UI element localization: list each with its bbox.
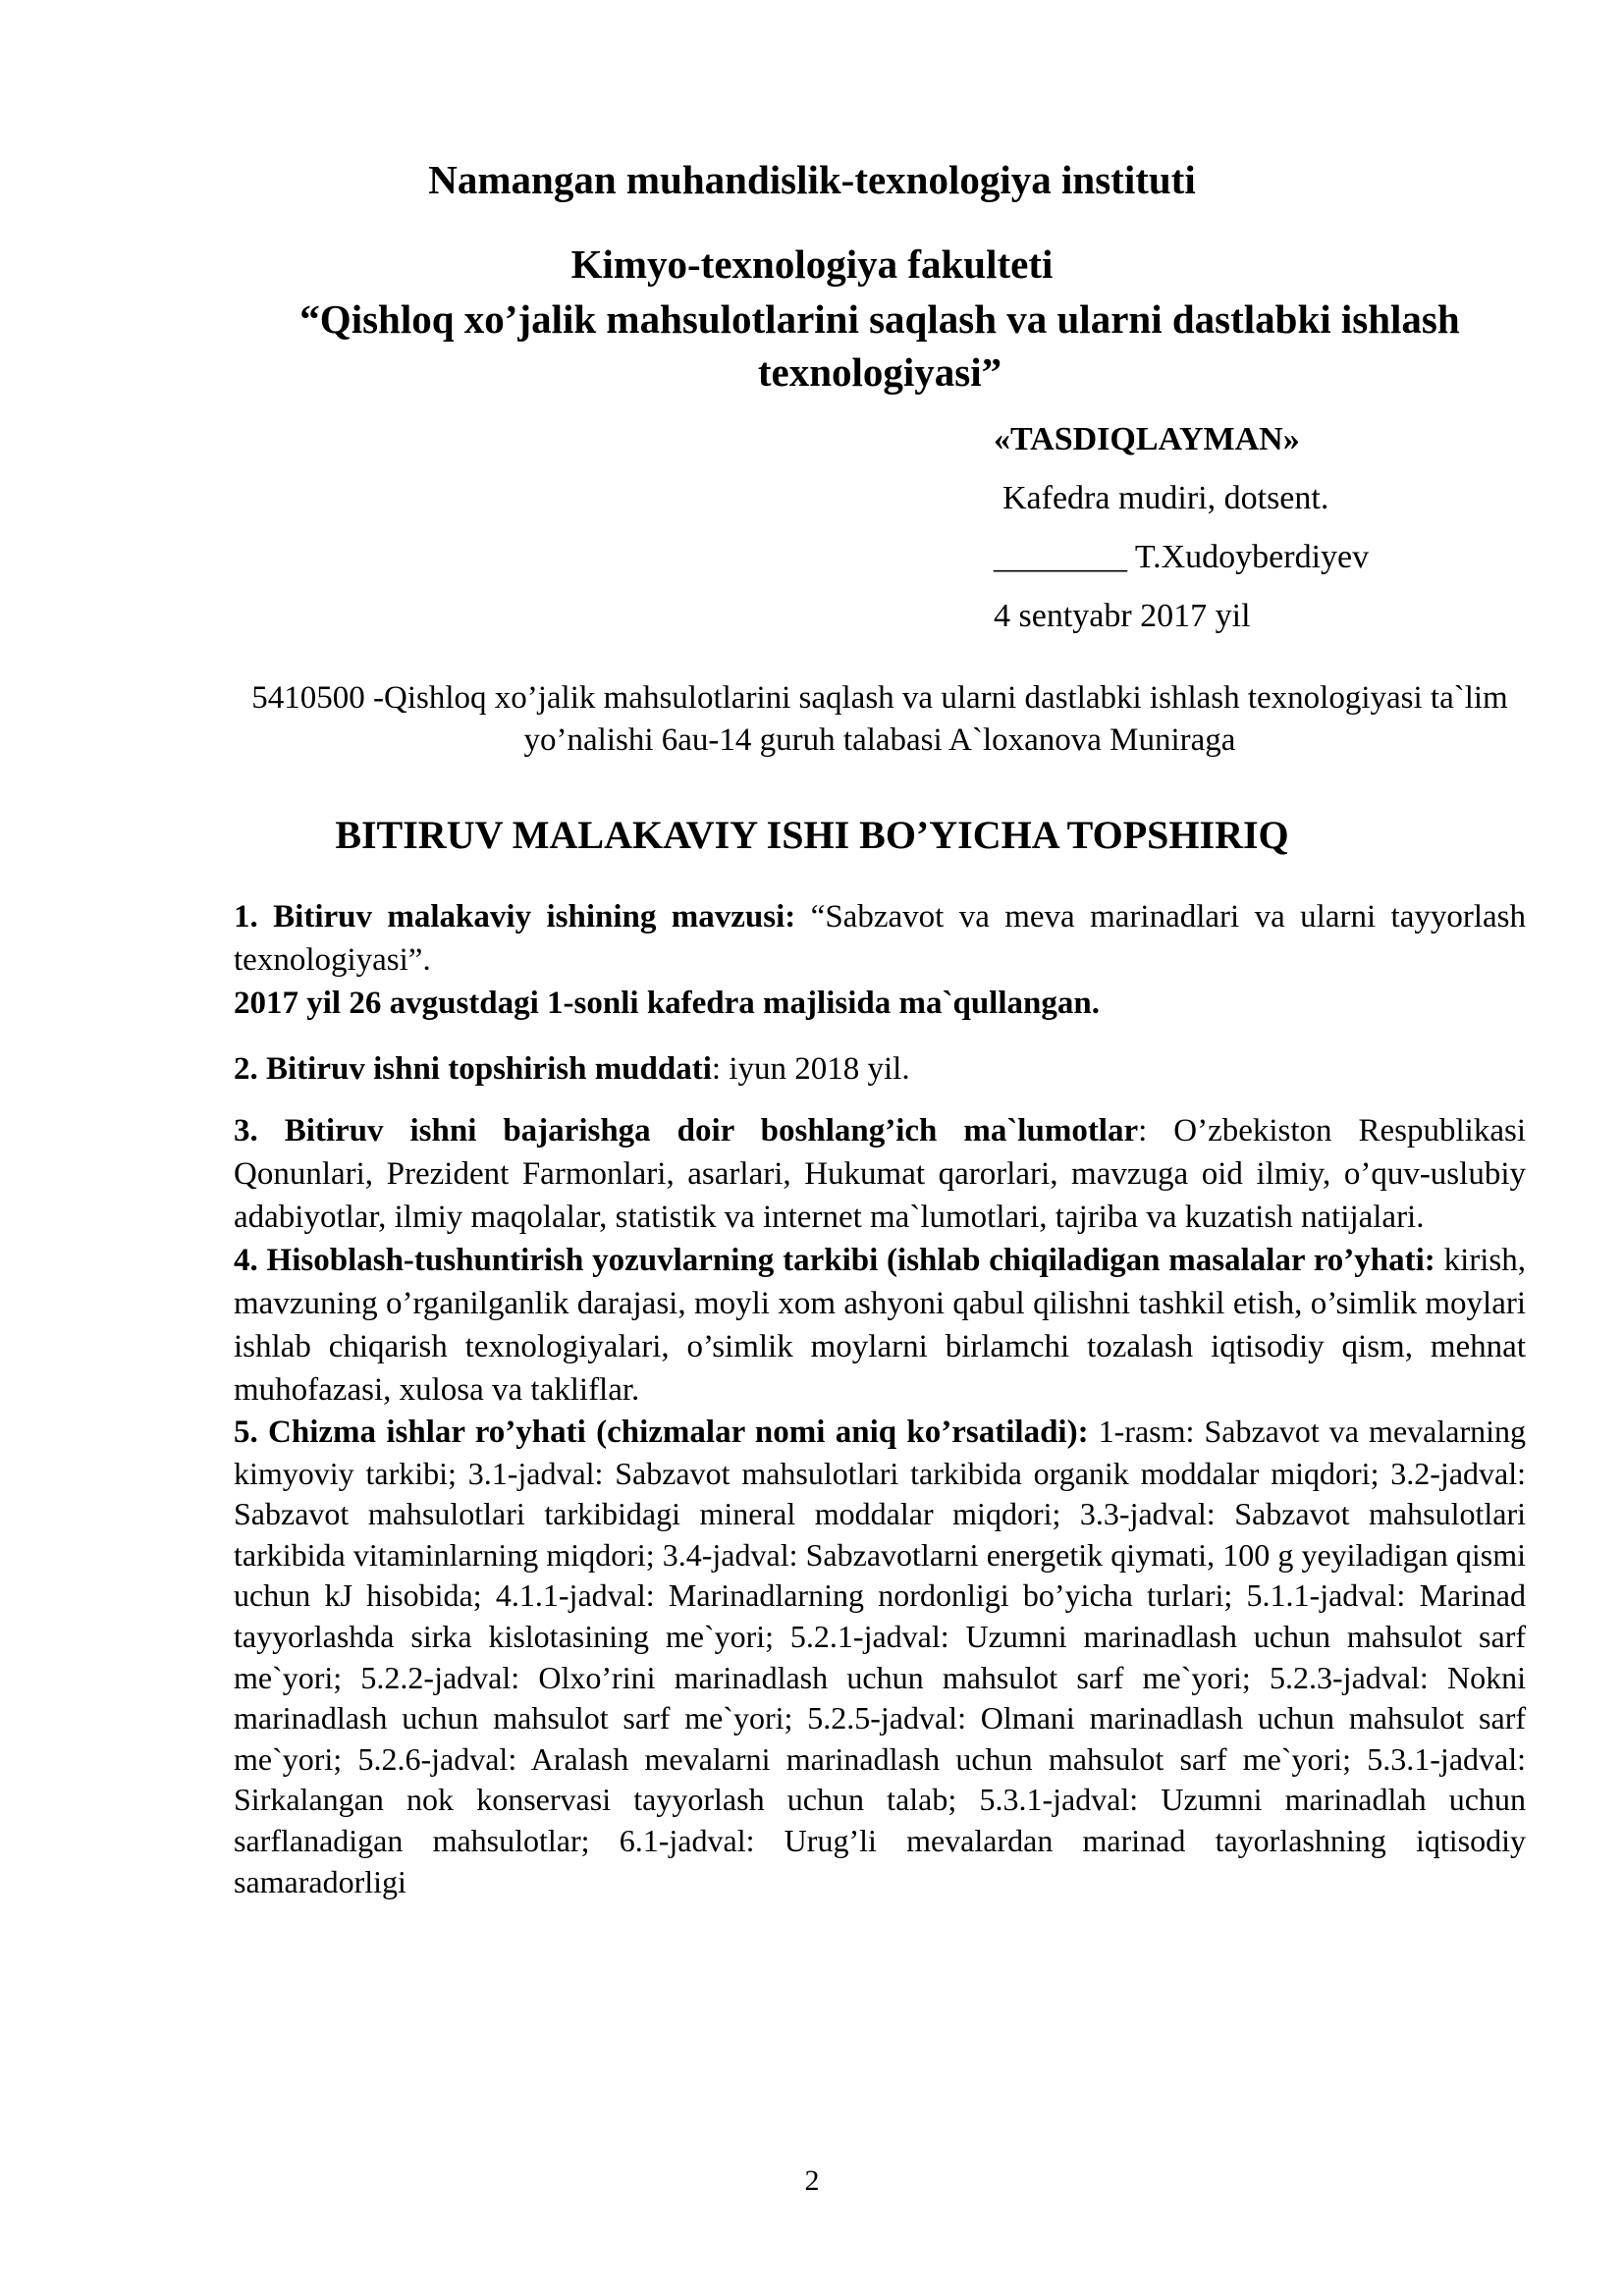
section-5-text: 1-rasm: Sabzavot va mevalarning kimyoviy tarkibi; 3.1-jadval: Sabzavot mahsulotlari tarkibida organik moddalar miqdori; 3.2-jadval: Sabzavot mahsulotlari tarkibidagi mineral moddalar miqdori; 3.3-jadval: Sabzavot mahsulotlari tarkibida vitaminlarning miqdori; 3.4-jadval: Sabzavotlarni energetik qiymati, 100 g yeyiladigan qismi uchun kJ hisobida; 4.1.1-jadval: Marinadlarning nordonligi bo’yicha turlari; 5.1.1-jadval: Marinad tayyorlashda sirka kislotasining me`yori; 5.2.1-jadval: Uzumni marinadlash uchun mahsulot sarf me`yori; 5.2.2-jadval: Olxo’rini marinadlash uchun mahsulot sarf me`yori; 5.2.3-jadval: Nokni marinadlash uchun mahsulot sarf me`yori; 5.2.5-jadval: Olmani marinadlash uchun mahsulot sarf me`yori; 5.2.6-jadval: Aralash mevalarni marinadlash uchun mahsulot sarf me`yori; 5.3.1-jadval: Sirkalangan nok konservasi tayyorlash uchun talab; 5.3.1-jadval: Uzumni marinadlah uchun sarflanadigan mahsulotlar; 6.1-jadval: Urug’li mevalardan marinad tayorlashning iqtisodiy samaradorligi <box>234 1414 1526 1899</box>
section-4-label: 4. Hisoblash-tushuntirish yozuvlarning tarkibi (ishlab chiqiladigan masalalar ro’yhati: <box>234 1243 1435 1278</box>
department-name: “Qishloq xo’jalik mahsulotlarini saqlash va ularni dastlabki ishlash texnologiyasi” <box>299 296 1460 395</box>
section-3-label: 3. Bitiruv ishni bajarishga doir boshlang’ich ma`lumotlar <box>234 1113 1139 1148</box>
section-2 <box>234 1047 1526 1091</box>
section-1-label: 1. Bitiruv malakaviy ishining mavzusi: <box>234 899 796 934</box>
section-3 <box>234 1109 1526 1239</box>
assignment-title: BITIRUV MALAKAVIY ISHI BO’YICHA TOPSHIRIQ <box>335 813 1289 857</box>
page-number: 2 <box>804 2164 820 2197</box>
section-2-label: 2. Bitiruv ishni topshirish muddati <box>234 1051 712 1087</box>
section-4 <box>234 1239 1526 1412</box>
institute-name: Namangan muhandislik-texnologiya instituti <box>428 157 1196 202</box>
section-1-approved: 2017 yil 26 avgustdagi 1-sonli kafedra majlisida ma`qullangan. <box>234 986 1100 1021</box>
section-1-text: “Sabzavot va meva marinadlari va ularni tayyorlash texnologiyasi”. <box>234 899 1526 978</box>
signature-line: ________ T.Xudoyberdiyev <box>994 539 1370 575</box>
assignment-body <box>234 895 1526 1902</box>
student-line: 5410500 -Qishloq xo’jalik mahsulotlarini saqlash va ularni dastlabki ishlash texnologiyasi ta`lim yo’nalishi 6au-14 guruh talabasi A`loxanova Muniraga <box>251 680 1508 758</box>
section-5-label: 5. Chizma ishlar ro’yhati (chizmalar nomi aniq ko’rsatiladi): <box>234 1415 1089 1450</box>
approval-block <box>994 410 1583 646</box>
section-1 <box>234 895 1526 982</box>
section-3-text: : O’zbekiston Respublikasi Qonunlari, Prezident Farmonlari, asarlari, Hukumat qarorlari, mavzuga oid ilmiy, o’quv-uslubiy adabiyotlar, ilmiy maqolalar, statistik va internet ma`lumotlari, tajriba va kuzatish natijalari. <box>234 1113 1526 1235</box>
section-4-text: kirish, mavzuning o’rganilganlik darajasi, moyli xom ashyoni qabul qilishni tashkil etish, o’simlik moylari ishlab chiqarish texnologiyalari, o’simlik moylarni birlamchi tozalash iqtisodiy qism, mehnat muhofazasi, xulosa va takliflar. <box>234 1243 1526 1408</box>
section-5 <box>234 1412 1526 1902</box>
section-2-text: : iyun 2018 yil. <box>711 1051 910 1087</box>
approver-position: Kafedra mudiri, dotsent. <box>1002 480 1329 516</box>
approval-title: «TASDIQLAYMAN» <box>994 421 1300 457</box>
faculty-name: Kimyo-texnologiya fakulteti <box>570 241 1054 287</box>
approval-date: 4 sentyabr 2017 yil <box>994 598 1251 634</box>
